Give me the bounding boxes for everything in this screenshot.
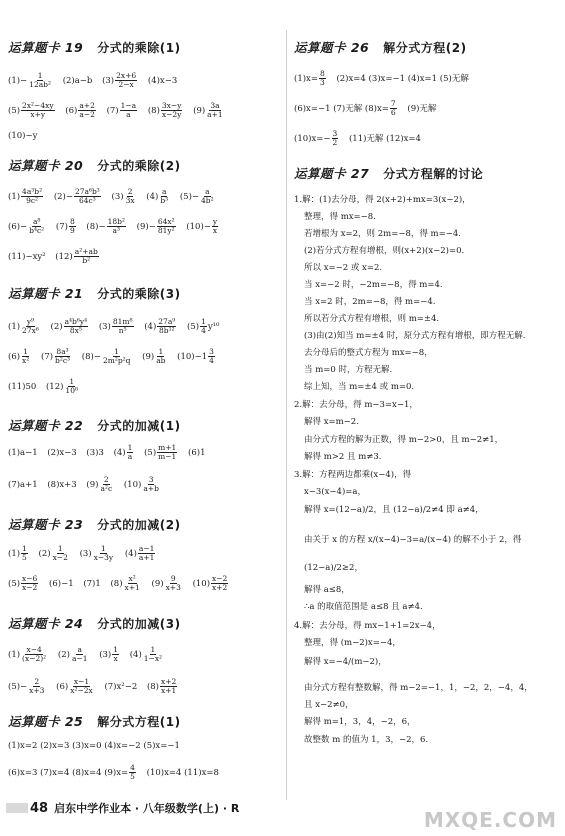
answer-line: (6)− $\frac{\text{a⁸}}{\text{b⁴c²}}$ (7) $\frac{8}{9}$ (8)− $\frac{\text{18b²}}{\text{a³}}$ (9)− $\frac{\text{64x²}}{\text{81y²}}$ (10)− $\frac{y}{x}$ (8, 217, 218, 235)
solution-line: ∴a 的取值范围是 a≤8 且 a≠4. (304, 602, 423, 612)
section-label: 运算题卡 21 (8, 286, 84, 301)
section-topic: 分式的乘除(2) (97, 159, 181, 173)
section-label: 运算题卡 27 (294, 166, 370, 181)
solution-line: 当 x=−2 时，−2m=−8，得 m=4. (304, 280, 443, 290)
watermark: MXQE.COM (423, 808, 557, 832)
solution-line: (2)若分式方程有增根，则(x+2)(x−2)=0. (304, 246, 465, 256)
section-topic: 解分式方程(2) (383, 41, 467, 55)
answer-line: (5)− $\frac{2}{x+3}$ (6) $\frac{x-1}{\text{x²−2x}}$ (7)x²−2 (8) $\frac{x+2}{x+1}$ (8, 677, 177, 695)
solution-line: 整理，得 (m−2)x=−4， (304, 638, 401, 648)
solution-line: 解得 a≤8， (304, 585, 350, 595)
solution-line: 综上知，当 m=±4 或 m=0. (304, 382, 415, 392)
solution-line: 解得 x=−4/(m−2)， (304, 657, 387, 667)
answer-line: (7)a+1 (8)x+3 (9) $\frac{2}{\text{a²c}}$ (10) $\frac{3}{a+b}$ (8, 475, 159, 493)
answer-line: (11)−xy² (12) $\frac{\text{a²+ab}}{\text{b²}}$ (8, 247, 98, 265)
solution-line: 由分式方程的解为正数，得 m−2>0，且 m−2≠1， (304, 435, 504, 445)
answer-line: (6)x=3 (7)x=4 (8)x=4 (9)x= $\frac{4}{5}$ (10)x=4 (11)x=8 (8, 763, 219, 781)
section-20 (8, 156, 280, 265)
answer-line: (10)−y (8, 131, 38, 141)
solution-line: 去分母后的整式方程为 mx=−8， (304, 348, 433, 358)
solution-line: 1.解：(1)去分母，得 2(x+2)+mx=3(x−2)， (294, 195, 471, 205)
section-25 (8, 712, 280, 781)
answer-line: (1) $\frac{\text{4a³b²}}{\text{9c²}}$ (2)− $\frac{\text{27a⁶b³}}{\text{64c³}}$ (3) $\frac{2}{3x}$ (4) $\frac{a}{\text{b³}}$ (5)− $\frac{a}{\text{4b²}}$ (8, 187, 214, 205)
section-topic: 分式的加减(3) (97, 617, 181, 631)
section-19 (8, 38, 280, 141)
section-24 (8, 614, 280, 695)
answer-line: (5) $\frac{x-6}{x-2}$ (6)−1 (7)1 (8) $\frac{\text{x²}}{x+1}$ (9) $\frac{9}{x+3}$ (10) $\frac{x-2}{x+2}$ (8, 574, 228, 592)
answer-line: (6) $\frac{1}{\text{x²}}$ (7) $\frac{\text{8a³}}{\text{b²c³}}$ (8)− $\frac{1}{\text{2m²p²q}}$ (9) $\frac{1}{ab}$ (10)−1 $\frac{3}{4}$ (8, 347, 214, 365)
section-topic: 分式的乘除(1) (97, 41, 181, 55)
solution-line: 3.解：方程两边都乘(x−4)，得 (294, 470, 412, 480)
solution-line: 解得 x=(12−a)/2，且 (12−a)/2≠4 即 a≠4， (304, 505, 484, 515)
answer-line: (11)50 (12) $\frac{1}{\text{10⁸}}$ (8, 377, 78, 395)
answer-line: (10)x=− $\frac{3}{2}$ (11)无解 (12)x=4 (294, 129, 421, 147)
column-divider (286, 30, 287, 800)
answer-line: (1) $\frac{x-4}{\text{(x−2)²}}$ (2) $\frac{a}{a-1}$ (3) $\frac{1}{x}$ (4) $\frac{1}{\text{1−x²}}$ (8, 645, 163, 663)
answer-line: (1)a−1 (2)x−3 (3)3 (4) $\frac{1}{a}$ (5) $\frac{m+1}{m-1}$ (6)1 (8, 443, 206, 461)
section-label: 运算题卡 20 (8, 158, 84, 173)
page-footer (30, 800, 239, 816)
section-topic: 分式方程解的讨论 (383, 167, 484, 181)
solution-line: 解得 m=1，3，4，−2，6， (304, 717, 416, 727)
solution-line: (12−a)/2≥2， (304, 563, 363, 573)
section-topic: 解分式方程(1) (97, 715, 181, 729)
section-23 (8, 515, 280, 592)
solution-line: 由分式方程有整数解，得 m−2=−1，1，−2，2，−4，4， (304, 683, 533, 693)
section-topic: 分式的加减(1) (97, 419, 181, 433)
answer-line: (5) $\frac{\text{2x²−4xy}}{x+y}$ (6) $\frac{a+2}{a-2}$ (7) $\frac{1-a}{a}$ (8) $\frac{3x-y}{x-2y}$ (9) $\frac{3a}{a+1}$ (8, 101, 223, 119)
solution-line: 整理，得 mx=−8. (304, 212, 376, 222)
solution-line: 所以 x=−2 或 x=2. (304, 263, 383, 273)
solution-line: 解得 x=m−2. (304, 417, 359, 427)
solution-line: 当 m=0 时，方程无解. (304, 365, 393, 375)
solution-line: 所以若分式方程有增根，则 m=±4. (304, 314, 440, 324)
footer-tab (6, 803, 28, 813)
section-label: 运算题卡 25 (8, 714, 84, 729)
answer-line: (1)x= $\frac{8}{3}$ (2)x=4 (3)x=−1 (4)x=1 (5)无解 (294, 69, 469, 87)
section-topic: 分式的加减(2) (97, 518, 181, 532)
section-topic: 分式的乘除(3) (97, 287, 181, 301)
solution-line: x−3(x−4)=a， (304, 487, 366, 497)
solution-line: 由关于 x 的方程 x/(x−4)−3=a/(x−4) 的解不小于 2，得 (304, 535, 522, 545)
section-27 (294, 164, 559, 745)
solution-line: 若增根为 x=2，则 2m=−8，得 m=−4. (304, 229, 461, 239)
solution-line: (3)由(2)知当 m=±4 时，原分式方程有增根，即方程无解. (304, 331, 526, 341)
page-number: 48 (30, 801, 49, 816)
section-22 (8, 416, 280, 493)
answer-line: (1)− $\frac{1}{\text{12ab²}}$ (2)a−b (3) $\frac{2x+6}{2-x}$ (4)x−3 (8, 71, 178, 89)
section-label: 运算题卡 26 (294, 40, 370, 55)
solution-line: 2.解：去分母，得 m−3=x−1， (294, 400, 418, 410)
solution-line: 4.解：去分母，得 mx−1+1=2x−4， (294, 621, 441, 631)
solution-line: 故整数 m 的值为 1，3，−2，6. (304, 735, 429, 745)
solution-line: 且 x−2≠0， (304, 700, 354, 710)
section-21 (8, 284, 280, 395)
solution-line: 解得 m>2 且 m≠3. (304, 452, 382, 462)
answer-line: (1)x=2 (2)x=3 (3)x=0 (4)x=−2 (5)x=−1 (8, 741, 180, 751)
section-label: 运算题卡 24 (8, 616, 84, 631)
section-label: 运算题卡 22 (8, 418, 84, 433)
solution-line: 当 x=2 时，2m=−8，得 m=−4. (304, 297, 436, 307)
section-label: 运算题卡 23 (8, 517, 84, 532)
answer-line: (1) $\frac{\text{y⁹}}{\text{27x⁶}}$ (2) $\frac{\text{a⁴b⁶y⁴}}{\text{8x⁵}}$ (3) $\frac{\text{81m⁸}}{\text{n⁵}}$ (4) $\frac{\text{27a⁹}}{\text{8b¹²}}$ (5) $\frac{1}{4}$ y¹⁰ (8, 317, 220, 335)
section-26 (294, 38, 559, 147)
answer-line: (1) $\frac{1}{5}$ (2) $\frac{1}{x-2}$ (3) $\frac{1}{x-3y}$ (4) $\frac{a-1}{a+1}$ (8, 544, 155, 562)
section-label: 运算题卡 19 (8, 40, 84, 55)
answer-line: (6)x=−1 (7)无解 (8)x= $\frac{7}{6}$ (9)无解 (294, 99, 437, 117)
book-title: 启东中学作业本 · 八年级数学(上) · R (54, 802, 240, 815)
